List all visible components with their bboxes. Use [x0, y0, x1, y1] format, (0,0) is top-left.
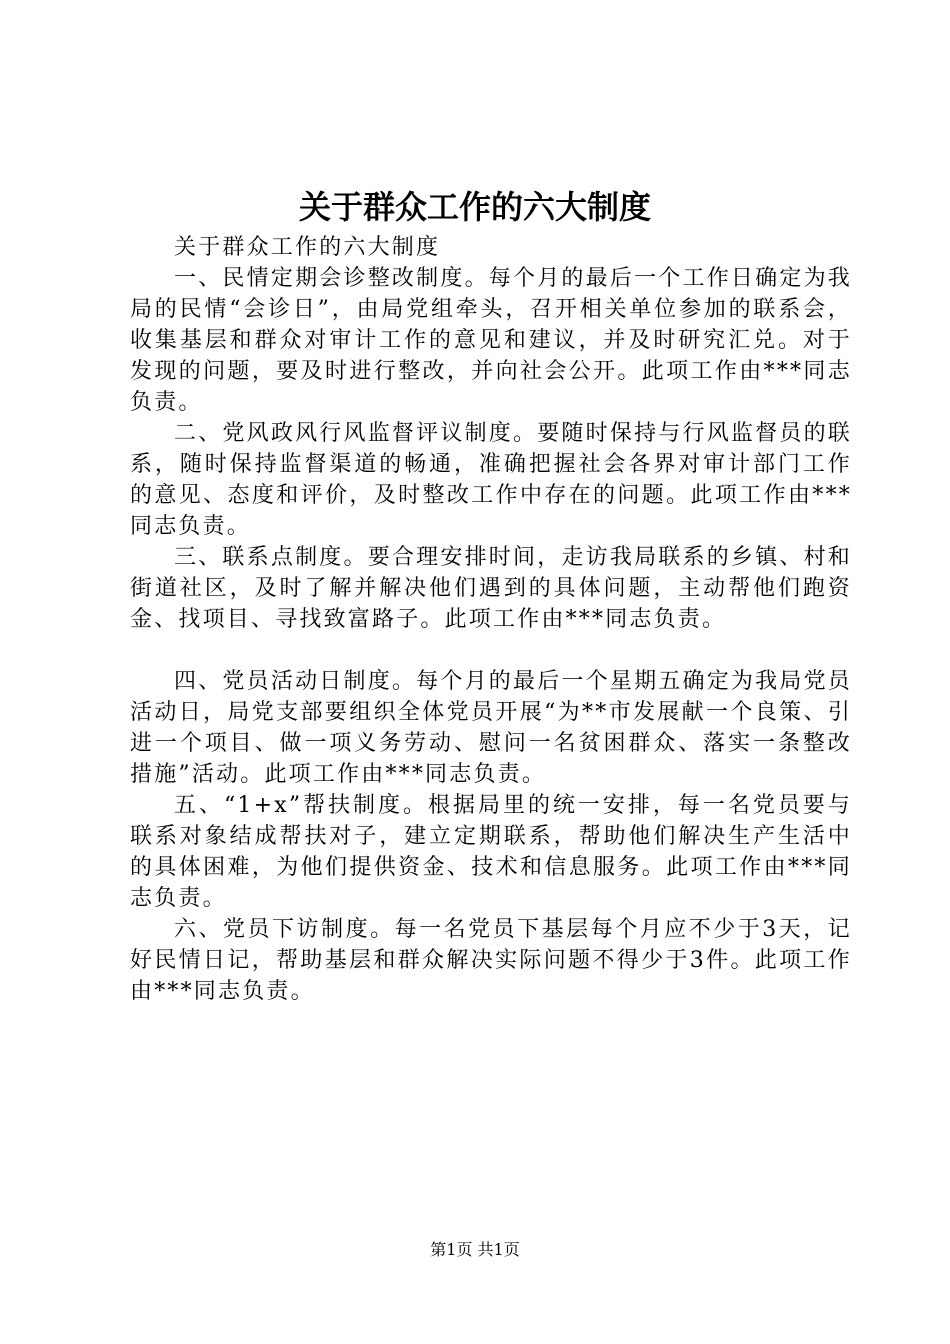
document-title: 关于群众工作的六大制度: [298, 188, 651, 226]
paragraph-subtitle: 关于群众工作的六大制度: [174, 235, 441, 260]
paragraph-item-2: 二、党风政风行风监督评议制度。要随时保持与行风监督员的联系，随时保持监督渠道的畅通，准确把握社会各界对审计部门工作的意见、态度和评价，及时整改工作中存在的问题。此项工作由***同志负责。: [130, 421, 852, 539]
page-footer: 第1页 共1页: [430, 1240, 520, 1259]
document-body: [130, 232, 852, 1007]
paragraph-item-1: 一、民情定期会诊整改制度。每个月的最后一个工作日确定为我局的民情“会诊日”，由局党组牵头，召开相关单位参加的联系会，收集基层和群众对审计工作的意见和建议，并及时研究汇兑。对于发现的问题，要及时进行整改，并向社会公开。此项工作由***同志负责。: [130, 266, 852, 415]
paragraph-item-3: 三、联系点制度。要合理安排时间，走访我局联系的乡镇、村和街道社区，及时了解并解决他们遇到的具体问题，主动帮他们跑资金、找项目、寻找致富路子。此项工作由***同志负责。: [130, 545, 852, 632]
paragraph-item-5: 五、“1+x”帮扶制度。根据局里的统一安排，每一名党员要与联系对象结成帮扶对子，建立定期联系，帮助他们解决生产生活中的具体困难，为他们提供资金、技术和信息服务。此项工作由***同志负责。: [130, 793, 852, 911]
paragraph-item-6: 六、党员下访制度。每一名党员下基层每个月应不少于3天，记好民情日记，帮助基层和群众解决实际问题不得少于3件。此项工作由***同志负责。: [130, 917, 852, 1004]
paragraph-item-4: 四、党员活动日制度。每个月的最后一个星期五确定为我局党员活动日，局党支部要组织全体党员开展“为**市发展献一个良策、引进一个项目、做一项义务劳动、慰问一名贫困群众、落实一条整改措施”活动。此项工作由***同志负责。: [130, 669, 852, 787]
